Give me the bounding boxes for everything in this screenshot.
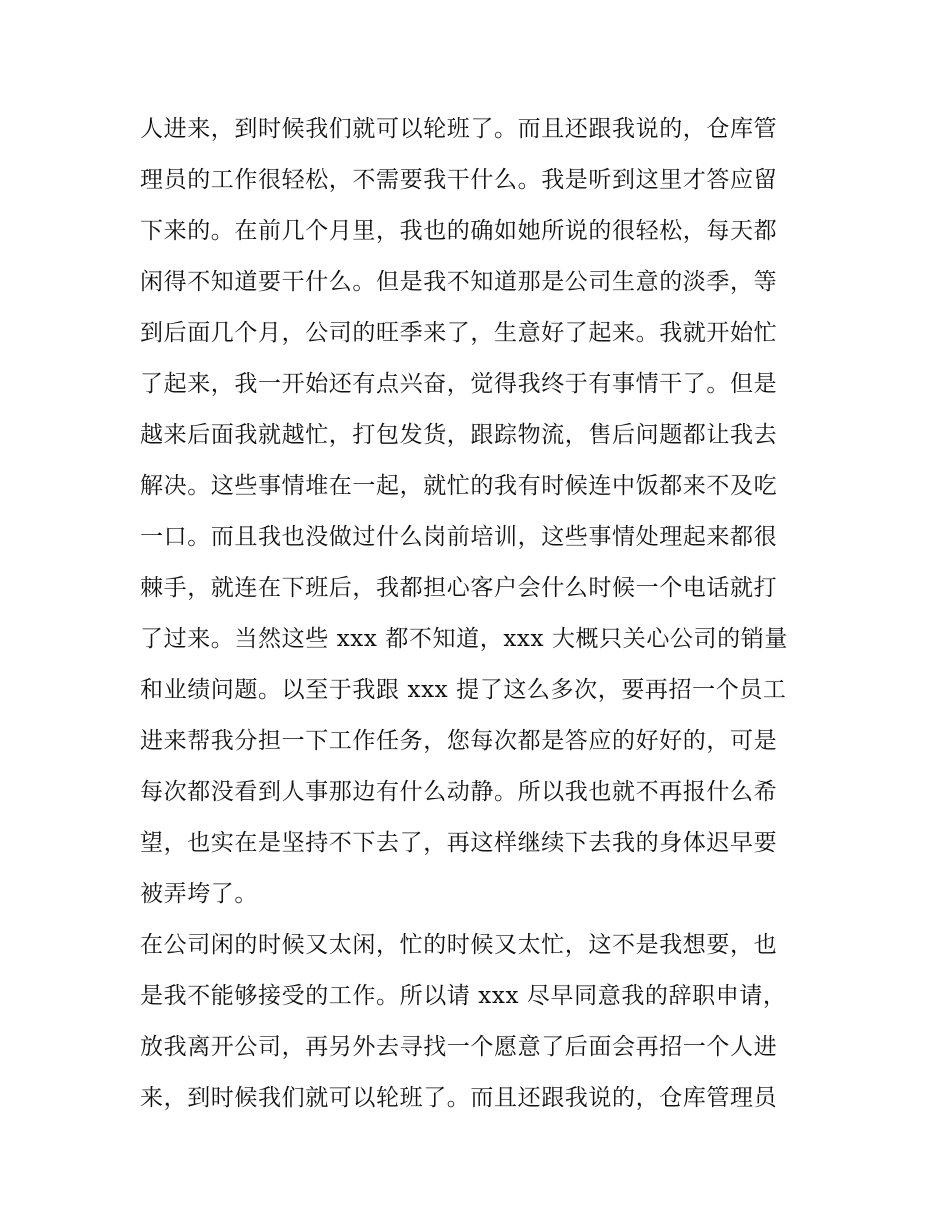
text-line: 望，也实在是坚持不下去了，再这样继续下去我的身体迟早要 [140, 830, 778, 856]
text-line: 是我不能够接受的工作。所以请 xxx 尽早同意我的辞职申请， [140, 983, 787, 1009]
document-body [140, 104, 820, 1124]
text-line: 到后面几个月，公司的旺季来了，生意好了起来。我就开始忙 [140, 320, 778, 346]
text-line: 闲得不知道要干什么。但是我不知道那是公司生意的淡季，等 [140, 269, 778, 295]
text-line: 解决。这些事情堆在一起，就忙的我有时候连中饭都来不及吃 [140, 473, 778, 499]
text-line: 了过来。当然这些 xxx 都不知道，xxx 大概只关心公司的销量 [140, 626, 788, 652]
text-line: 理员的工作很轻松，不需要我干什么。我是听到这里才答应留 [140, 167, 778, 193]
text-line: 进来帮我分担一下工作任务，您每次都是答应的好好的，可是 [140, 728, 778, 754]
text-line: 在公司闲的时候又太闲，忙的时候又太忙，这不是我想要，也 [140, 932, 778, 958]
text-line: 每次都没看到人事那边有什么动静。所以我也就不再报什么希 [140, 779, 778, 805]
text-line: 了起来，我一开始还有点兴奋，觉得我终于有事情干了。但是 [140, 371, 778, 397]
text-line: 来，到时候我们就可以轮班了。而且还跟我说的，仓库管理员 [140, 1085, 778, 1111]
text-line: 人进来，到时候我们就可以轮班了。而且还跟我说的，仓库管 [140, 116, 778, 142]
text-line: 和业绩问题。以至于我跟 xxx 提了这么多次，要再招一个员工 [140, 677, 787, 703]
text-line: 放我离开公司，再另外去寻找一个愿意了后面会再招一个人进 [140, 1034, 778, 1060]
text-line: 下来的。在前几个月里，我也的确如她所说的很轻松，每天都 [140, 218, 778, 244]
text-line: 棘手，就连在下班后，我都担心客户会什么时候一个电话就打 [140, 575, 778, 601]
text-line: 一口。而且我也没做过什么岗前培训，这些事情处理起来都很 [140, 524, 778, 550]
text-line: 被弄垮了。 [140, 881, 258, 907]
text-line: 越来后面我就越忙，打包发货，跟踪物流，售后问题都让我去 [140, 422, 778, 448]
